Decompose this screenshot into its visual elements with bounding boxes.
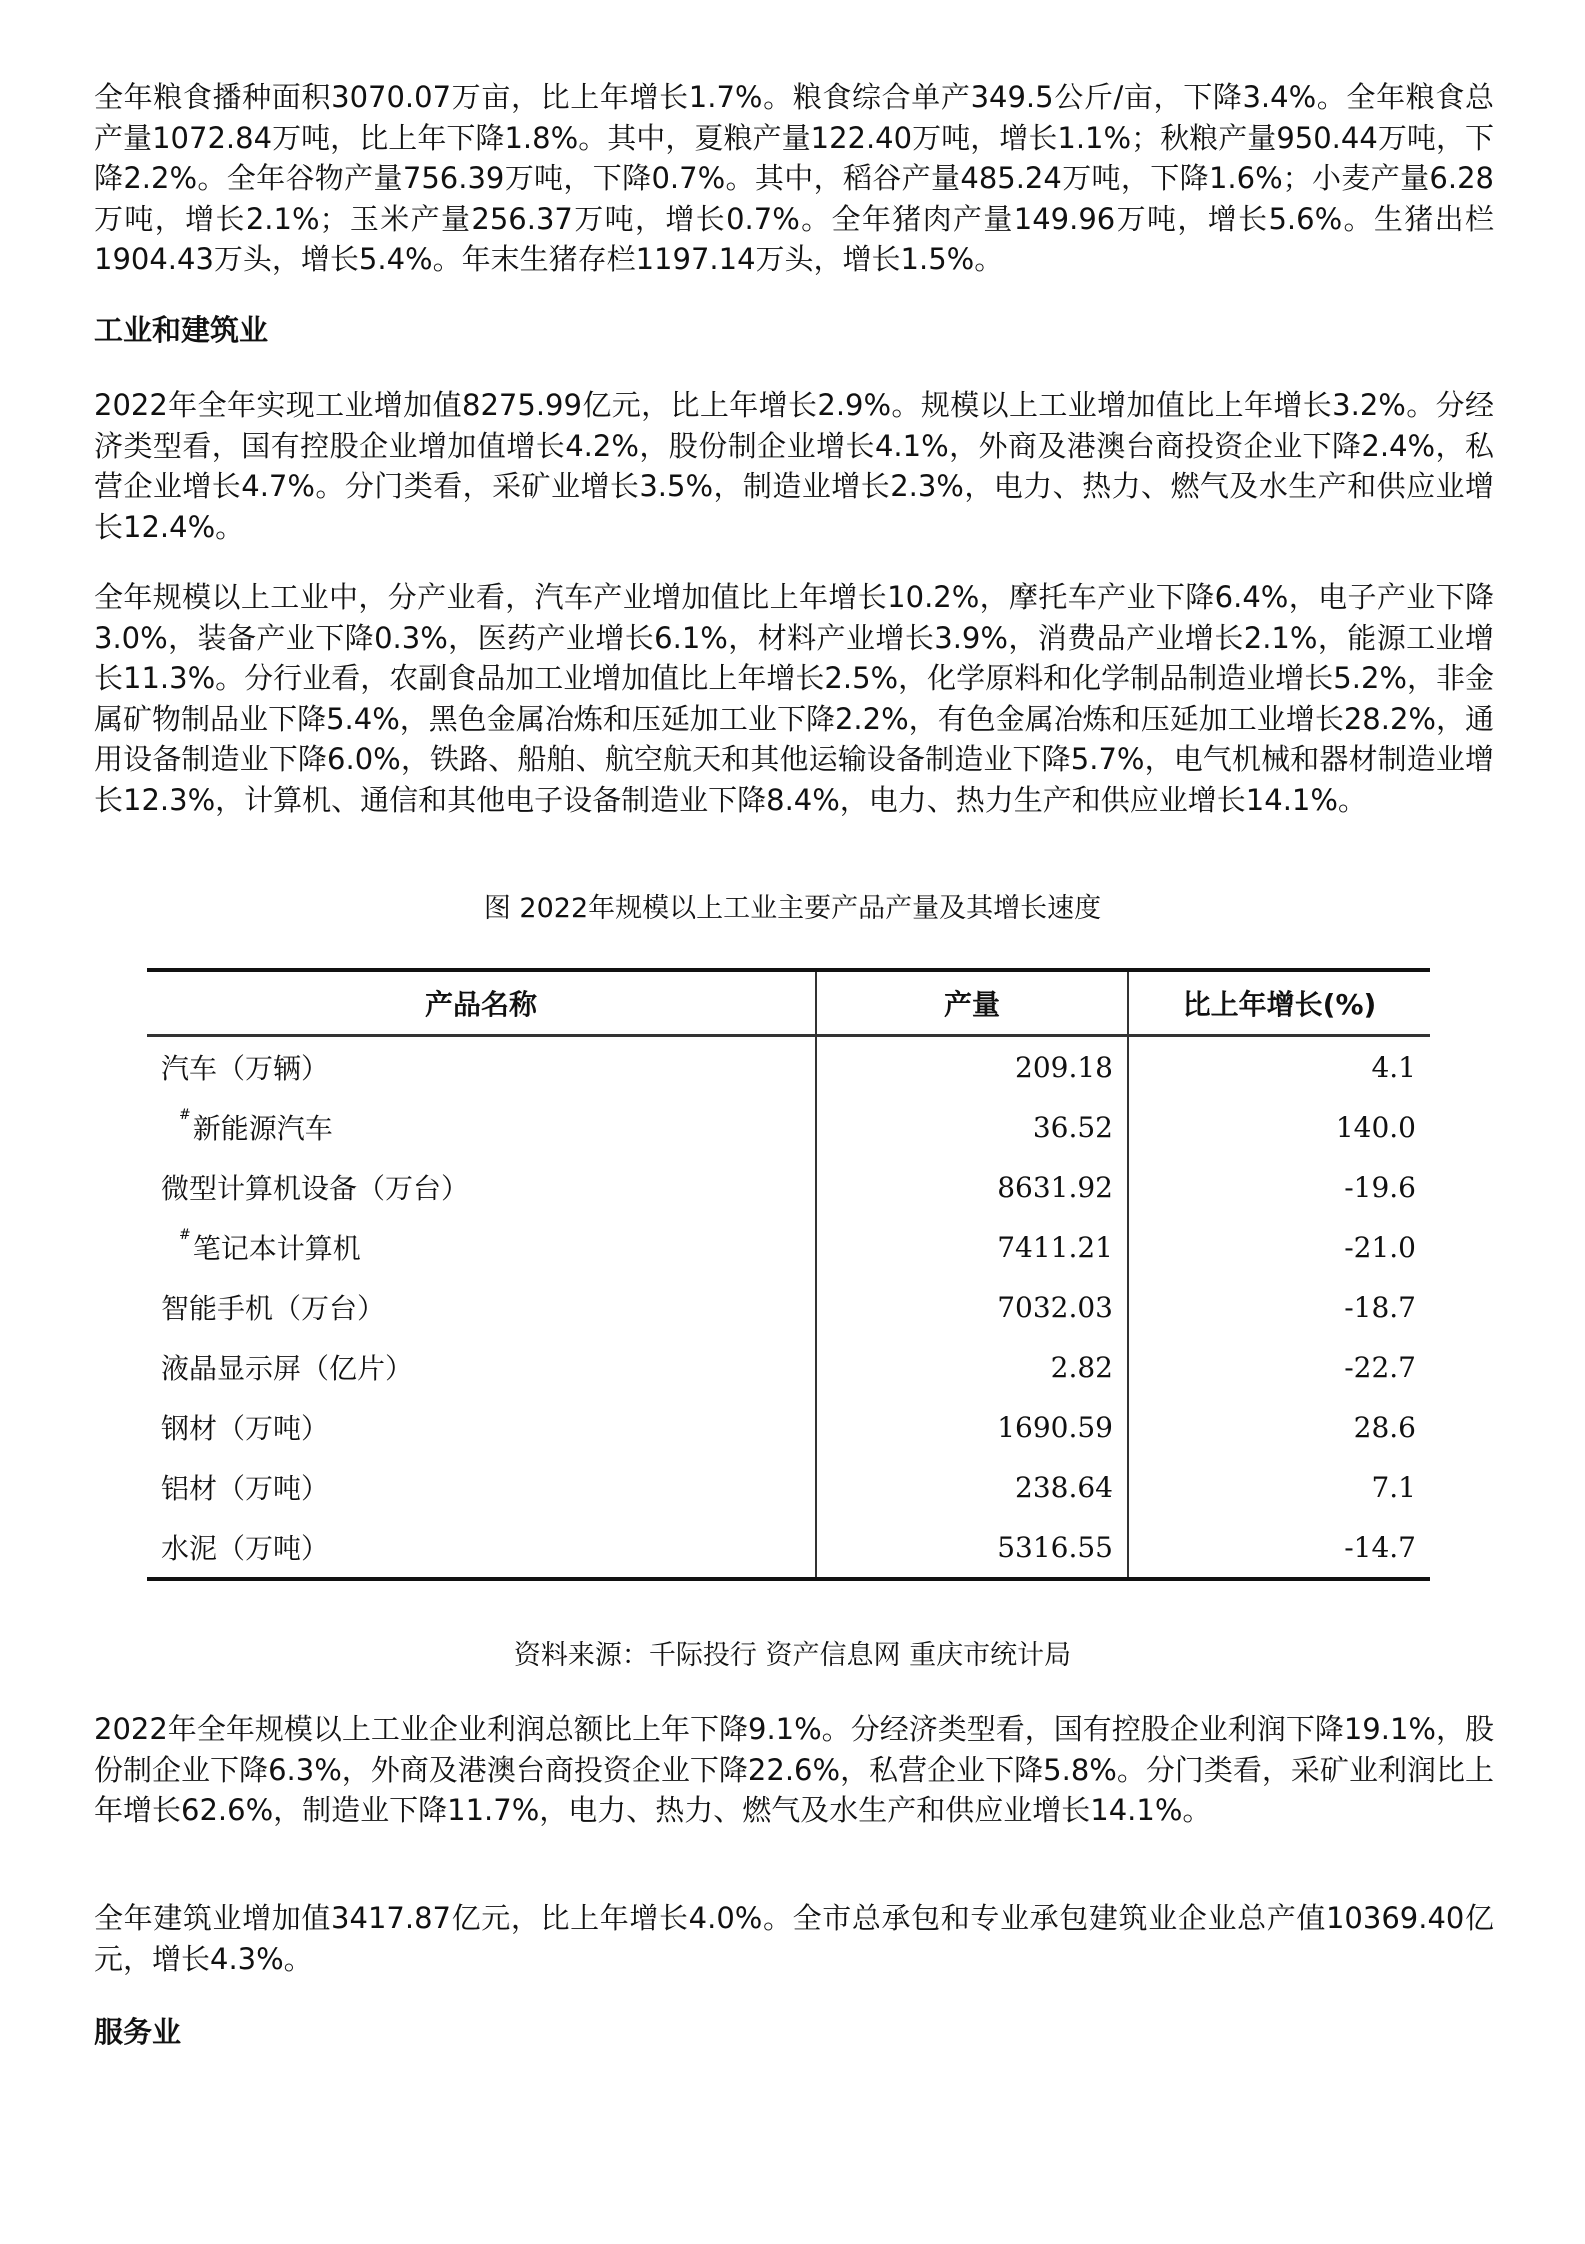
table-row xyxy=(147,1397,1430,1457)
profit-paragraph: 2022年全年规模以上工业企业利润总额比上年下降9.1%。分经济类型看，国有控股企业利润下降19.1%，股份制企业下降6.3%，外商及港澳台商投资企业下降22.6%，私营企业下降5.8%。分门类看，采矿业利润比上年增长62.6%，制造业下降11.7%，电力、热力、燃气及水生产和供应业增长14.1%。 xyxy=(94,1712,1494,1828)
industry-paragraph-2: 全年规模以上工业中，分产业看，汽车产业增加值比上年增长10.2%，摩托车产业下降6.4%，电子产业下降3.0%，装备产业下降0.3%，医药产业增长6.1%，材料产业增长3.9%，消费品产业增长2.1%，能源工业增长11.3%。分行业看，农副食品加工业增加值比上年增长2.5%，化学原料和化学制品制造业增长5.2%，非金属矿物制品业下降5.4%，黑色金属冶炼和压延加工业下降2.2%，有色金属冶炼和压延加工业增长28.2%，通用设备制造业下降6.0%，铁路、船舶、航空航天和其他运输设备制造业下降5.7%，电气机械和器材制造业增长12.3%，计算机、通信和其他电子设备制造业下降8.4%，电力、热力生产和供应业增长14.1%。 xyxy=(94,580,1494,817)
product-name: 钢材（万吨） xyxy=(161,1412,330,1445)
table-header-row xyxy=(147,970,1430,1036)
output-cell: 238.64 xyxy=(816,1457,1128,1517)
growth-cell: 140.0 xyxy=(1128,1097,1430,1157)
product-name-cell xyxy=(147,1217,816,1277)
table-row xyxy=(147,1277,1430,1337)
product-name-cell xyxy=(147,1157,816,1217)
subitem-mark: # xyxy=(179,1107,191,1123)
growth-cell: 7.1 xyxy=(1128,1457,1430,1517)
product-output-table xyxy=(147,968,1430,1581)
table-row xyxy=(147,1517,1430,1579)
product-name: 笔记本计算机 xyxy=(192,1232,361,1265)
product-name-cell xyxy=(147,1397,816,1457)
output-cell: 2.82 xyxy=(816,1337,1128,1397)
subitem-mark: # xyxy=(179,1227,191,1243)
growth-cell: -19.6 xyxy=(1128,1157,1430,1217)
product-name-cell xyxy=(147,1036,816,1098)
table-row xyxy=(147,1036,1430,1098)
agriculture-paragraph: 全年粮食播种面积3070.07万亩，比上年增长1.7%。粮食综合单产349.5公斤/亩，下降3.4%。全年粮食总产量1072.84万吨，比上年下降1.8%。其中，夏粮产量122.40万吨，增长1.1%；秋粮产量950.44万吨，下降2.2%。全年谷物产量756.39万吨，下降0.7%。其中，稻谷产量485.24万吨，下降1.6%；小麦产量6.28万吨，增长2.1%；玉米产量256.37万吨，增长0.7%。全年猪肉产量149.96万吨，增长5.6%。生猪出栏1904.43万头，增长5.4%。年末生猪存栏1197.14万头，增长1.5%。 xyxy=(94,80,1494,277)
table-row xyxy=(147,1217,1430,1277)
output-cell: 5316.55 xyxy=(816,1517,1128,1579)
product-name: 水泥（万吨） xyxy=(161,1532,330,1565)
output-cell: 7411.21 xyxy=(816,1217,1128,1277)
output-cell: 209.18 xyxy=(816,1036,1128,1098)
table-row xyxy=(147,1457,1430,1517)
product-name: 新能源汽车 xyxy=(192,1112,333,1145)
header-output: 产量 xyxy=(816,970,1128,1036)
product-name: 微型计算机设备（万台） xyxy=(161,1172,470,1205)
growth-cell: 28.6 xyxy=(1128,1397,1430,1457)
product-name-cell xyxy=(147,1277,816,1337)
output-cell: 36.52 xyxy=(816,1097,1128,1157)
product-name: 汽车（万辆） xyxy=(161,1052,330,1085)
growth-cell: -14.7 xyxy=(1128,1517,1430,1579)
product-name: 智能手机（万台） xyxy=(161,1292,386,1325)
table-row xyxy=(147,1157,1430,1217)
section-heading-services: 服务业 xyxy=(94,2015,182,2049)
product-name-cell xyxy=(147,1457,816,1517)
product-name-cell xyxy=(147,1097,816,1157)
table-row xyxy=(147,1337,1430,1397)
growth-cell: -22.7 xyxy=(1128,1337,1430,1397)
header-product-name: 产品名称 xyxy=(147,970,816,1036)
output-cell: 8631.92 xyxy=(816,1157,1128,1217)
growth-cell: 4.1 xyxy=(1128,1036,1430,1098)
product-name-cell xyxy=(147,1517,816,1579)
product-name: 液晶显示屏（亿片） xyxy=(161,1352,414,1385)
growth-cell: -21.0 xyxy=(1128,1217,1430,1277)
data-source: 资料来源：千际投行 资产信息网 重庆市统计局 xyxy=(513,1640,1072,1671)
output-cell: 1690.59 xyxy=(816,1397,1128,1457)
industry-paragraph-1: 2022年全年实现工业增加值8275.99亿元，比上年增长2.9%。规模以上工业增加值比上年增长3.2%。分经济类型看，国有控股企业增加值增长4.2%，股份制企业增长4.1%，外商及港澳台商投资企业下降2.4%，私营企业增长4.7%。分门类看，采矿业增长3.5%，制造业增长2.3%，电力、热力、燃气及水生产和供应业增长12.4%。 xyxy=(94,388,1494,544)
header-growth: 比上年增长(%) xyxy=(1128,970,1430,1036)
section-heading-industry: 工业和建筑业 xyxy=(94,313,269,347)
output-cell: 7032.03 xyxy=(816,1277,1128,1337)
product-name-cell xyxy=(147,1337,816,1397)
table-row xyxy=(147,1097,1430,1157)
table-caption: 图 2022年规模以上工业主要产品产量及其增长速度 xyxy=(483,893,1102,924)
product-name: 铝材（万吨） xyxy=(161,1472,330,1505)
growth-cell: -18.7 xyxy=(1128,1277,1430,1337)
construction-paragraph: 全年建筑业增加值3417.87亿元，比上年增长4.0%。全市总承包和专业承包建筑业企业总产值10369.40亿元，增长4.3%。 xyxy=(94,1901,1494,1976)
